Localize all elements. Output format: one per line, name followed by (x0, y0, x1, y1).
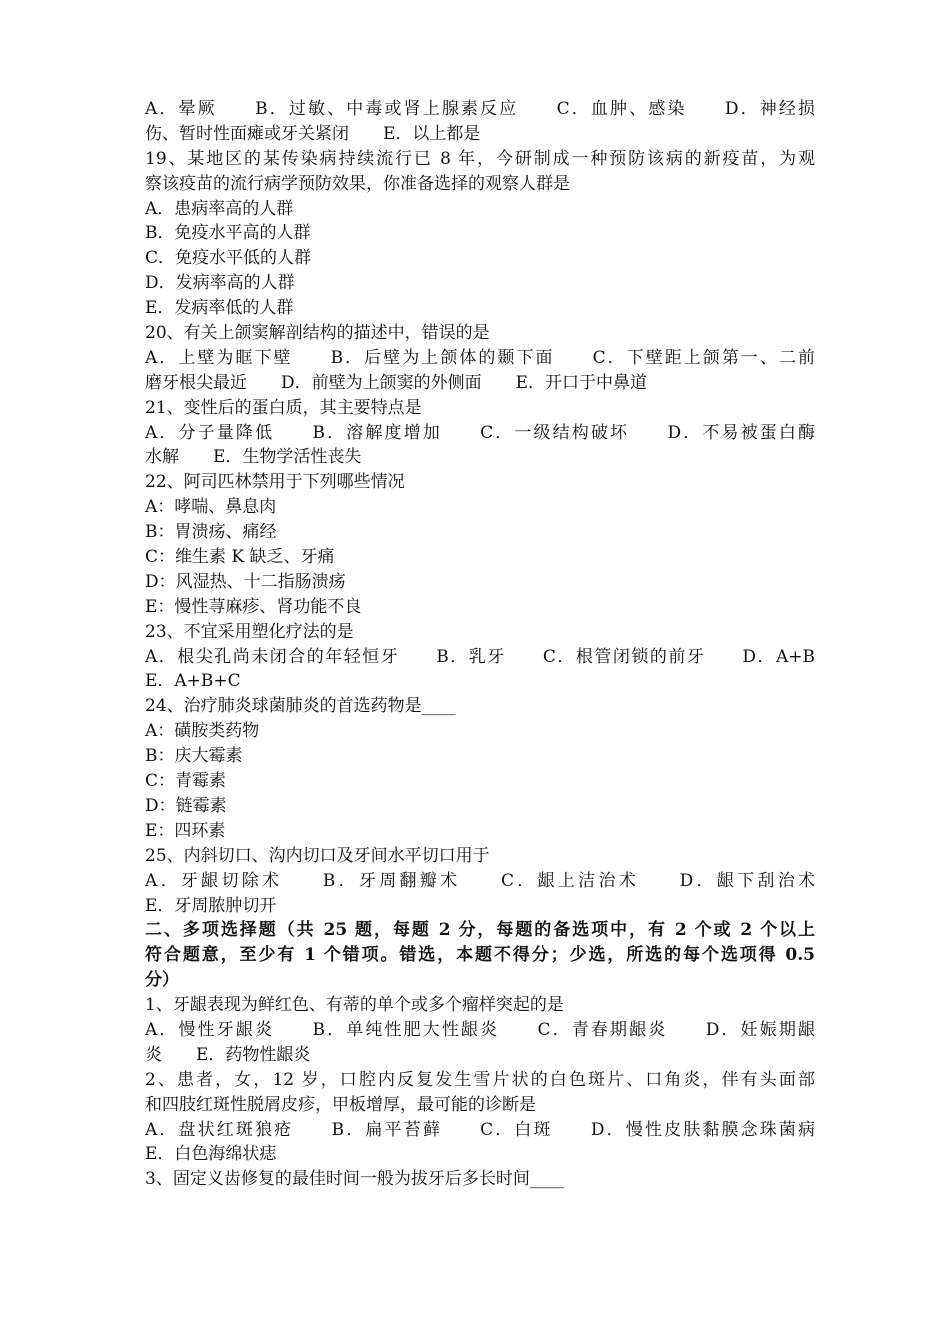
option-line: C：维生素 K 缺乏、牙痛 (145, 547, 335, 568)
option-line: B：庆大霉素 (145, 746, 243, 767)
option-line: A．根尖孔尚未闭合的年轻恒牙 B．乳牙 C．根管闭锁的前牙 D．A+B (145, 646, 815, 667)
section-heading: 二、多项选择题（共 25 题，每题 2 分，每题的备选项中，有 2 个或 2 个以上 (145, 920, 815, 941)
option-line: A．盘状红斑狼疮 B．扁平苔藓 C．白斑 D．慢性皮肤黏膜念珠菌病 (145, 1119, 815, 1140)
option-line: A．分子量降低 B．溶解度增加 C．一级结构破坏 D．不易被蛋白酶 (145, 422, 815, 443)
question-23-stem: 23、不宜采用塑化疗法的是 (145, 621, 354, 642)
option-line: E．发病率低的人群 (145, 298, 294, 319)
option-line: A．牙龈切除术 B．牙周翻瓣术 C．龈上洁治术 D．龈下刮治术 (145, 870, 815, 891)
question-20-stem: 20、有关上颌窦解剖结构的描述中，错误的是 (145, 323, 490, 344)
option-line: A．患病率高的人群 (145, 198, 294, 219)
option-line: E．A+B+C (145, 671, 241, 692)
option-line: D：链霉素 (145, 795, 227, 816)
question-3-stem: 3、固定义齿修复的最佳时间一般为拔牙后多长时间____ (145, 1169, 564, 1190)
question-1-stem: 1、牙龈表现为鲜红色、有蒂的单个或多个瘤样突起的是 (145, 995, 564, 1016)
option-line: B：胃溃疡、痛经 (145, 522, 277, 543)
question-21-stem: 21、变性后的蛋白质，其主要特点是 (145, 397, 422, 418)
question-24-stem: 24、治疗肺炎球菌肺炎的首选药物是____ (145, 696, 456, 717)
option-line: A．上壁为眶下壁 B．后壁为上颌体的颞下面 C．下壁距上颌第一、二前 (145, 347, 815, 368)
text-line: A．晕厥 B．过敏、中毒或肾上腺素反应 C．血肿、感染 D．神经损 (145, 99, 815, 119)
option-line: E：四环素 (145, 820, 226, 841)
option-line: E．白色海绵状痣 (145, 1144, 277, 1165)
option-line: 水解 E．生物学活性丧失 (145, 447, 362, 468)
question-25-stem: 25、内斜切口、沟内切口及牙间水平切口用于 (145, 845, 490, 866)
text-line: 和四肢红斑性脱屑皮疹，甲板增厚，最可能的诊断是 (145, 1094, 536, 1115)
section-heading: 符合题意，至少有 1 个错项。错选，本题不得分；少选，所选的每个选项得 0.5 (145, 945, 815, 966)
option-line: C：青霉素 (145, 771, 227, 792)
question-22-stem: 22、阿司匹林禁用于下列哪些情况 (145, 472, 405, 493)
option-line: A．慢性牙龈炎 B．单纯性肥大性龈炎 C．青春期龈炎 D．妊娠期龈 (145, 1019, 815, 1040)
option-line: E：慢性荨麻疹、肾功能不良 (145, 596, 362, 617)
option-line: A：哮喘、鼻息肉 (145, 497, 277, 518)
option-line: A：磺胺类药物 (145, 721, 260, 742)
text-line: 伤、暂时性面瘫或牙关紧闭 E．以上都是 (145, 123, 481, 144)
option-line: C．免疫水平低的人群 (145, 248, 312, 269)
text-line: 察该疫苗的流行病学预防效果，你准备选择的观察人群是 (145, 173, 570, 194)
option-line: E．牙周脓肿切开 (145, 895, 277, 916)
option-line: 炎 E．药物性龈炎 (145, 1044, 311, 1065)
option-line: B．免疫水平高的人群 (145, 223, 311, 244)
document-body (145, 97, 815, 1192)
section-heading: 分） (145, 970, 179, 991)
option-line: D．发病率高的人群 (145, 273, 295, 294)
question-2-stem: 2、患者，女，12 岁，口腔内反复发生雪片状的白色斑片、口角炎，伴有头面部 (145, 1069, 815, 1090)
question-19-stem: 19、某地区的某传染病持续流行已 8 年，今研制成一种预防该病的新疫苗，为观 (145, 148, 815, 169)
option-line: 磨牙根尖最近 D．前壁为上颌窦的外侧面 E．开口于中鼻道 (145, 372, 648, 393)
option-line: D：风湿热、十二指肠溃疡 (145, 571, 346, 592)
